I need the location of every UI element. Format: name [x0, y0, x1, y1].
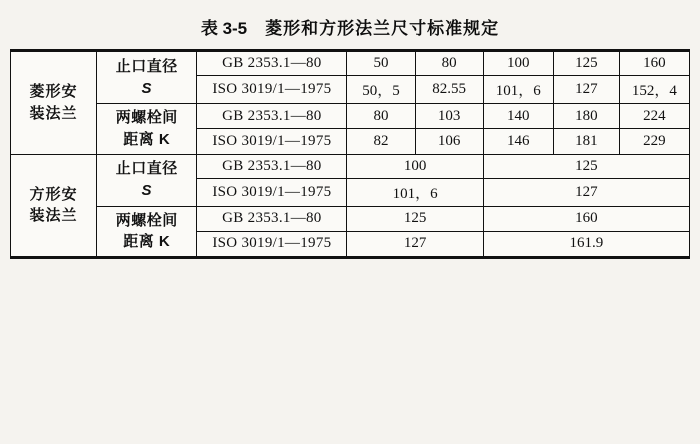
value-cell: 82.55	[415, 76, 483, 104]
value-cell: 103	[415, 104, 483, 129]
value-cell: 180	[553, 104, 619, 129]
document-page	[0, 14, 700, 444]
value-cell: 125	[553, 51, 619, 76]
value-cell: 82	[347, 129, 415, 154]
value-cell: 127	[483, 178, 689, 206]
value-cell: 125	[347, 206, 483, 231]
value-cell: 80	[415, 51, 483, 76]
standard-name: GB 2353.1—80	[197, 206, 347, 231]
value-cell: 152，4	[619, 76, 689, 104]
value-cell: 50，5	[347, 76, 415, 104]
value-cell: 100	[347, 154, 483, 178]
value-cell: 106	[415, 129, 483, 154]
value-cell: 100	[483, 51, 553, 76]
value-cell: 160	[619, 51, 689, 76]
value-cell: 125	[483, 154, 689, 178]
table-row	[11, 206, 690, 231]
param-label-bore-diameter: 止口直径 S	[97, 154, 197, 206]
value-cell: 146	[483, 129, 553, 154]
standard-name: ISO 3019/1—1975	[197, 76, 347, 104]
value-cell: 229	[619, 129, 689, 154]
param-label-bolt-distance: 两螺栓间 距离 K	[97, 104, 197, 155]
value-cell: 224	[619, 104, 689, 129]
value-cell: 127	[553, 76, 619, 104]
table-row	[11, 154, 690, 178]
value-cell: 140	[483, 104, 553, 129]
table-number: 表 3-5	[200, 19, 248, 38]
standard-name: ISO 3019/1—1975	[197, 231, 347, 257]
value-cell: 127	[347, 231, 483, 257]
section-label-square: 方形安 装法兰	[11, 154, 97, 258]
standard-name: GB 2353.1—80	[197, 104, 347, 129]
table-row	[11, 104, 690, 129]
value-cell: 160	[483, 206, 689, 231]
section-label-diamond: 菱形安 装法兰	[11, 51, 97, 155]
flange-dimensions-table	[10, 49, 690, 259]
standard-name: GB 2353.1—80	[197, 154, 347, 178]
table-row	[11, 51, 690, 76]
table-title-text: 菱形和方形法兰尺寸标准规定	[265, 19, 500, 38]
standard-name: ISO 3019/1—1975	[197, 129, 347, 154]
standard-name: GB 2353.1—80	[197, 51, 347, 76]
value-cell: 181	[553, 129, 619, 154]
value-cell: 161.9	[483, 231, 689, 257]
value-cell: 50	[347, 51, 415, 76]
page-title	[0, 14, 700, 39]
param-label-bore-diameter: 止口直径 S	[97, 51, 197, 104]
value-cell: 80	[347, 104, 415, 129]
param-label-bolt-distance: 两螺栓间 距离 K	[97, 206, 197, 258]
value-cell: 101，6	[483, 76, 553, 104]
value-cell: 101，6	[347, 178, 483, 206]
standard-name: ISO 3019/1—1975	[197, 178, 347, 206]
